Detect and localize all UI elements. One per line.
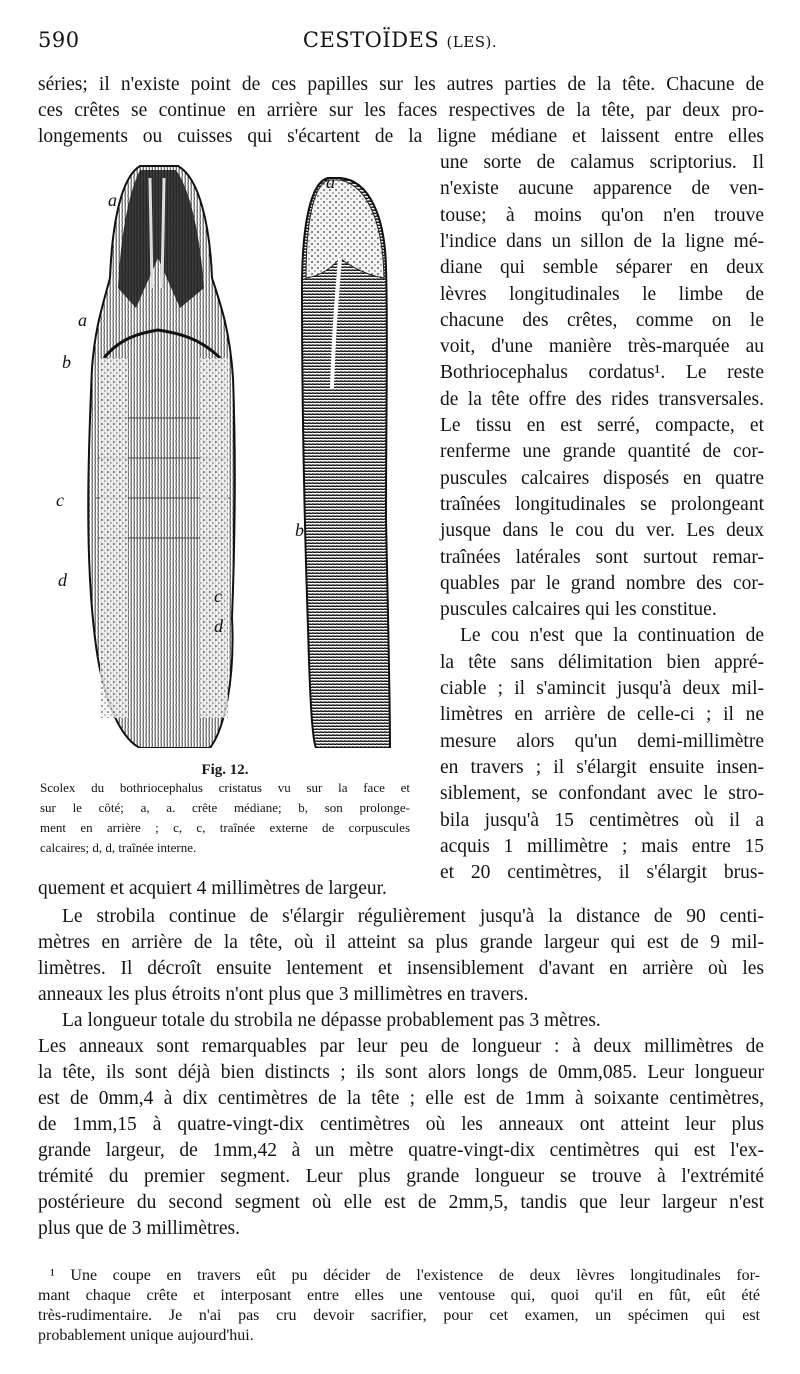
body-line: anneaux les plus étroits n'ont plus que 3 millimètres en travers.	[38, 984, 529, 1005]
right-column-line: limètres en arrière de celle-ci ; il ne	[440, 704, 764, 726]
figure-letter: a	[78, 310, 87, 330]
right-column-line: n'existe aucune apparence de ven-	[440, 178, 764, 200]
right-column-line: quables par le grand nombre des cor-	[440, 572, 764, 594]
scolex-side-view	[302, 178, 390, 748]
right-column-line: la tête sans délimitation bien appré-	[440, 651, 764, 673]
running-title-main: CESTOÏDES	[302, 28, 440, 52]
body-line: la tête, ils sont déjà bien distincts ; ils sont alors longs de 0mm,085. Leur longueur	[38, 1062, 764, 1083]
right-column-line: puscules calcaires qui les constitue.	[440, 599, 717, 621]
right-column-line: ciable ; il s'amincit jusqu'à deux mil-	[440, 678, 764, 699]
intro-line: longements ou cuisses qui s'écartent de la ligne médiane et laissent entre elles	[38, 126, 764, 147]
figure-letter: b	[295, 520, 304, 540]
figure-letter: c	[56, 490, 64, 510]
figure-letter: d	[214, 616, 223, 636]
right-column-line: traînées longitudinales se prolongeant	[440, 493, 764, 515]
figure-caption	[40, 780, 410, 860]
footnote-line: très-rudimentaire. Je n'ai pas cru devoir sacrifier, pour cet examen, un spécimen qui est	[38, 1307, 760, 1324]
scolex-face-view	[88, 166, 235, 748]
body-line: de 1mm,15 à quatre-vingt-dix centimètres où les anneaux ont atteint leur plus	[38, 1114, 764, 1135]
right-column-line: Le cou n'est que la continuation de	[460, 625, 764, 647]
body-line: postérieure du second segment où elle est de 2mm,5, tandis que leur largeur n'est	[38, 1192, 764, 1213]
caption-line: Scolex du bothriocephalus cristatus vu sur la face et	[40, 780, 410, 795]
right-column-line: siblement, se confondant avec le stro-	[440, 783, 764, 805]
right-column-line: voit, d'une manière très-marquée au	[440, 336, 764, 358]
figure-letter: c	[214, 586, 222, 606]
scolex-illustration	[40, 158, 420, 748]
figure-letter: d	[58, 570, 67, 590]
right-column-line: Bothriocephalus cordatus¹. Le reste	[440, 362, 764, 384]
figure-letter: b	[62, 352, 71, 372]
footnote-line: mant chaque crête et interposant entre elles une ventouse qui, quoi qu'il en fût, eût été	[38, 1287, 760, 1304]
figure-12	[40, 158, 420, 748]
right-column-line: diane qui semble séparer en deux	[440, 257, 764, 279]
right-column-line: en travers ; il s'élargit ensuite insen-	[440, 756, 764, 778]
right-column-line: Le tissu en est serré, compacte, et	[440, 415, 764, 436]
right-column-line: bila jusqu'à 15 centimètres où il a	[440, 809, 764, 831]
figure-label: Fig. 12.	[201, 762, 249, 778]
figure-letter: a	[326, 172, 335, 192]
caption-line: sur le côté; a, a. crête médiane; b, son prolonge-	[40, 800, 410, 815]
right-column-line: chacune des crêtes, comme on le	[440, 309, 764, 331]
intro-line: séries; il n'existe point de ces papilles sur les autres parties de la tête. Chacune de	[38, 74, 764, 95]
right-column-line: mesure alors qu'un demi-millimètre	[440, 730, 764, 752]
running-title	[38, 28, 762, 52]
right-column-line: touse; à moins qu'on n'en trouve	[440, 204, 764, 226]
right-column-line: traînées latérales sont surtout remar-	[440, 546, 764, 568]
body-line: plus que de 3 millimètres.	[38, 1218, 241, 1239]
body-line: quement et acquiert 4 millimètres de largeur.	[38, 878, 387, 899]
caption-line: calcaires; d, d, traînée interne.	[40, 840, 197, 855]
body-line: limètres. Il décroît ensuite lentement et insensiblement d'avant en arrière où les	[38, 958, 764, 979]
body-line: La longueur totale du strobila ne dépasse probablement pas 3 mètres.	[62, 1010, 601, 1031]
right-column-line: de la tête offre des rides transversales.	[440, 388, 764, 410]
right-column-line: jusque dans le cou du ver. Les deux	[440, 520, 764, 542]
caption-line: ment en arrière ; c, c, traînée externe de corpuscules	[40, 820, 410, 835]
running-title-paren: (LES).	[446, 33, 498, 51]
body-line: trémité du premier segment. Leur plus grande longueur se trouve à l'extrémité	[38, 1166, 764, 1187]
body-line: grande largeur, de 1mm,42 à un mètre quatre-vingt-dix centimètres qui est l'ex-	[38, 1140, 764, 1161]
footnote-line: ¹ Une coupe en travers eût pu décider de l'existence de deux lèvres longitudinales for-	[50, 1267, 760, 1284]
right-column-line: et 20 centimètres, il s'élargit brus-	[440, 862, 764, 884]
body-line: Le strobila continue de s'élargir régulièrement jusqu'à la distance de 90 centi-	[62, 906, 764, 927]
right-column-line: lèvres longitudinales le limbe de	[440, 283, 764, 305]
right-column-line: puscules calcaires disposés en quatre	[440, 467, 764, 489]
running-header	[38, 28, 762, 60]
right-column-line: une sorte de calamus scriptorius. Il	[440, 152, 764, 173]
right-column-line: l'indice dans un sillon de la ligne mé-	[440, 230, 764, 252]
body-line: mètres en arrière de la tête, où il atteint sa plus grande largeur qui est de 9 mil-	[38, 932, 764, 953]
right-column-line: renferme une grande quantité de cor-	[440, 441, 764, 463]
figure-letter: a	[108, 190, 117, 210]
body-line: Les anneaux sont remarquables par leur peu de longueur : à deux millimètres de	[38, 1036, 764, 1057]
footnote-line: probablement unique aujourd'hui.	[38, 1327, 254, 1344]
right-column-line: acquis 1 millimètre ; mais entre 15	[440, 835, 764, 857]
intro-line: ces crêtes se continue en arrière sur les faces respectives de la tête, par deux pro-	[38, 100, 764, 121]
page-number: 590	[38, 28, 80, 52]
body-line: est de 0mm,4 à dix centimètres de la tête ; elle est de 1mm à soixante centimètres,	[38, 1088, 764, 1109]
